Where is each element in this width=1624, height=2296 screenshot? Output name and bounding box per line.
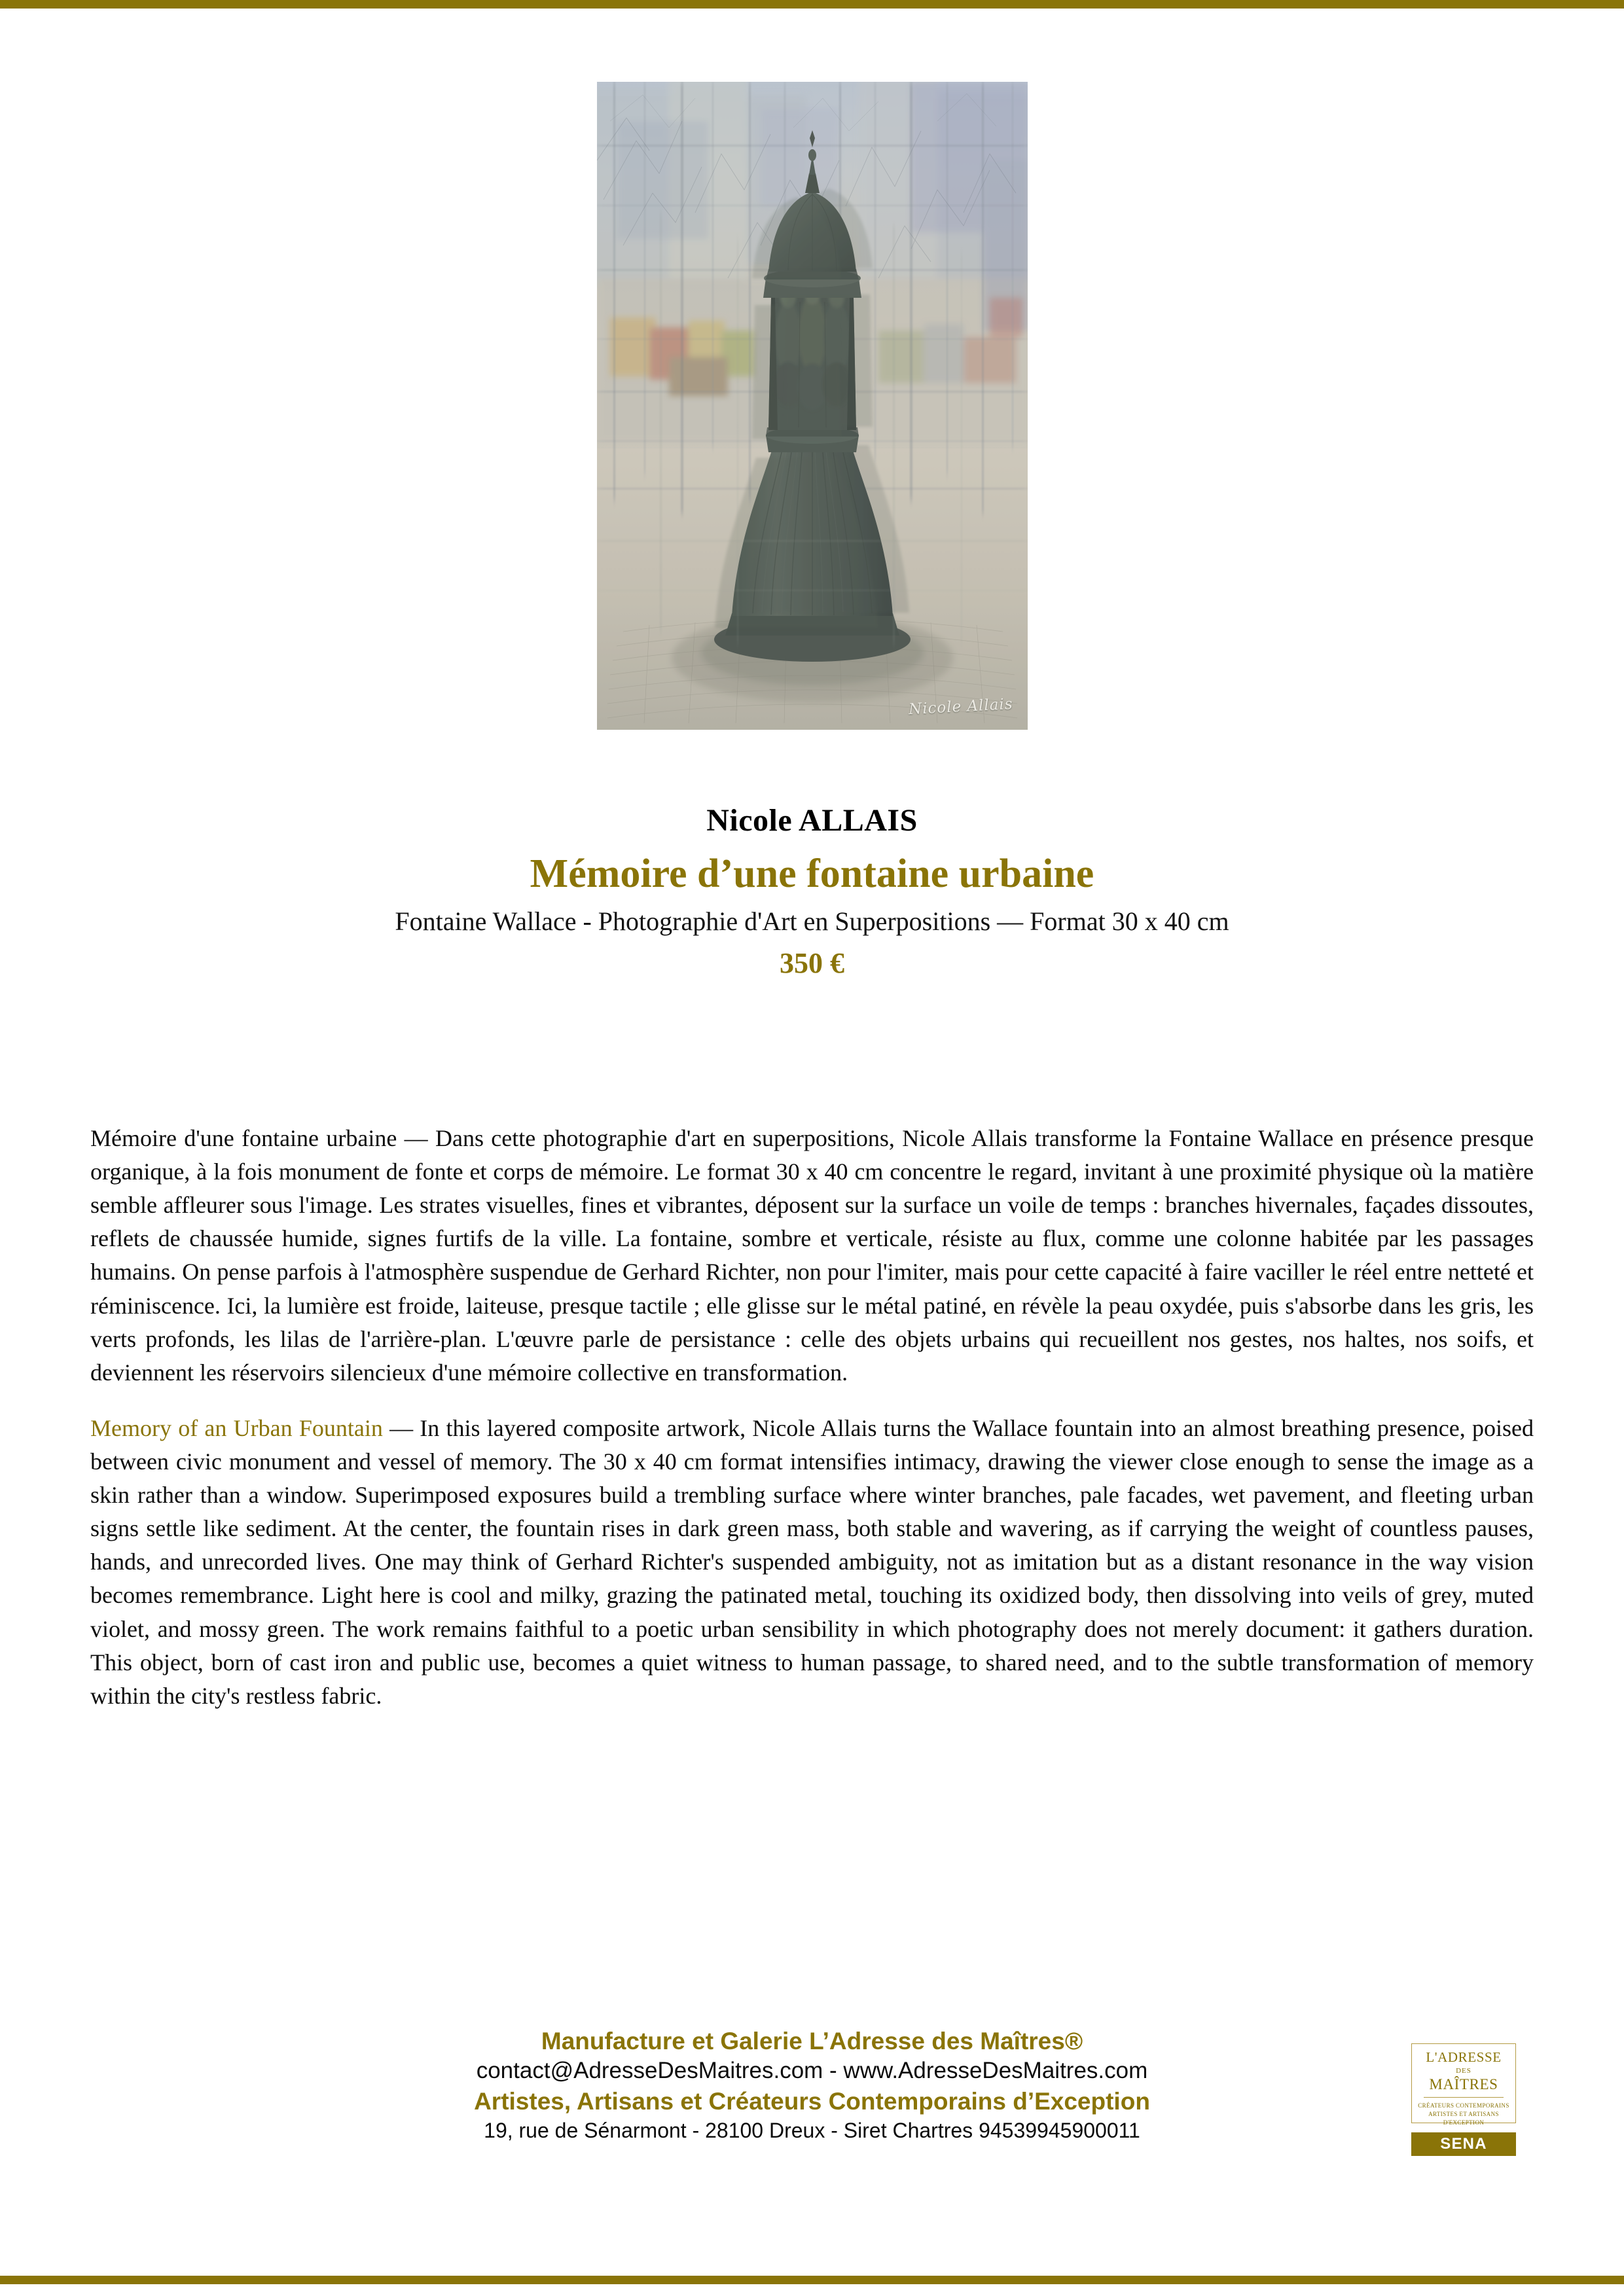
artwork-image [597, 82, 1028, 730]
artist-name: Nicole ALLAIS [706, 803, 918, 838]
description-body-fr: — Dans cette photographie d'art en superpositions, Nicole Allais transforme la Fontaine Wallace en présence presque organique, à la fois monument de fonte et corps de mémoire. Le format 30 x 40 cm concentre le regard, invitant à une proximité physique où la matière semble affleurer sous l'image. Les strates visuelles, fines et vibrantes, déposent sur la surface un voile de temps : branches hivernales, façades dissoutes, reflets de chaussée humide, signes furtifs de la ville. La fontaine, sombre et verticale, résiste au flux, comme une colonne habitée par les passages humains. On pense parfois à l'atmosphère suspendue de Gerhard Richter, non pour l'imiter, mais pour cette capacité à faire vaciller le réel entre netteté et réminiscence. Ici, la lumière est froide, laiteuse, presque tactile ; elle glisse sur le métal patiné, en révèle la peau oxydée, puis s'absorbe dans les gris, les verts profonds, les lilas de l'arrière-plan. L'œuvre parle de persistance : celle des objets urbains qui recueillent nos gestes, nos haltes, nos soifs, et deviennent les réservoirs silencieux d'une mémoire collective en transformation. [90, 1125, 1534, 1386]
title-block [0, 804, 1624, 981]
footer [0, 2026, 1624, 2144]
footer-contact[interactable]: contact@AdresseDesMaitres.com - www.AdresseDesMaitres.com [476, 2058, 1148, 2084]
artwork-price: 350 € [780, 947, 844, 980]
top-accent-band [0, 0, 1624, 9]
description-lead-en: Memory of an Urban Fountain [90, 1414, 383, 1441]
footer-tagline: Artistes, Artisans et Créateurs Contemporains d’Exception [474, 2088, 1150, 2115]
logo-line-des: DES [1456, 2067, 1471, 2075]
artwork-composite-graphic [597, 82, 1028, 730]
description-section [90, 1122, 1534, 1713]
description-body-en: — In this layered composite artwork, Nicole Allais turns the Wallace fountain into an almost breathing presence, poised between civic monument and vessel of memory. The 30 x 40 cm format intensifies intimacy, drawing the viewer close enough to sense the image as a skin rather than a window. Superimposed exposures build a trembling surface where winter branches, pale facades, wet pavement, and fleeting urban signs settle like sediment. At the center, the fountain rises in dark green mass, both stable and wavering, as if carrying the weight of countless pauses, hands, and unrecorded lives. One may think of Gerhard Richter's suspended ambiguity, not as imitation but as a distant resonance in the way vision becomes remembrance. Light here is cool and milky, grazing the patinated metal, touching its oxidized body, then dissolving into veils of grey, muted violet, and mossy green. The work remains faithful to a poetic urban sensibility in which photography does not merely document: it gathers duration. This object, born of cast iron and public use, becomes a quiet witness to human passage, to shared need, and to the subtle transformation of memory within the city's restless fabric. [90, 1414, 1534, 1709]
footer-address: 19, rue de Sénarmont - 28100 Dreux - Siret Chartres 94539945900011 [484, 2118, 1140, 2142]
logo-subtitle-line-2: ARTISTES ET ARTISANS [1428, 2110, 1499, 2117]
description-paragraph-en [90, 1412, 1534, 1713]
description-lead-fr: Mémoire d'une fontaine urbaine [90, 1125, 397, 1151]
adresse-des-maitres-logo [1411, 2043, 1516, 2126]
description-paragraph-fr [90, 1122, 1534, 1390]
logo-area [1411, 2043, 1529, 2156]
artwork-title: Mémoire d’une fontaine urbaine [530, 851, 1094, 896]
logo-line-maitres: MAÎTRES [1429, 2076, 1498, 2092]
logo-subtitle-line-1: CRÉATEURS CONTEMPORAINS [1418, 2102, 1509, 2109]
sena-badge: SENA [1411, 2132, 1516, 2156]
footer-company-name: Manufacture et Galerie L’Adresse des Maîtres® [541, 2028, 1083, 2054]
logo-line-adresse: L'ADRESSE [1426, 2049, 1502, 2065]
logo-subtitle-line-3: D'EXCEPTION [1443, 2119, 1485, 2126]
artwork-subtitle: Fontaine Wallace - Photographie d'Art en Superpositions — Format 30 x 40 cm [395, 906, 1229, 937]
artist-signature: Nicole Allais [908, 695, 1014, 719]
bottom-accent-band [0, 2276, 1624, 2284]
logo-divider [1424, 2097, 1504, 2098]
